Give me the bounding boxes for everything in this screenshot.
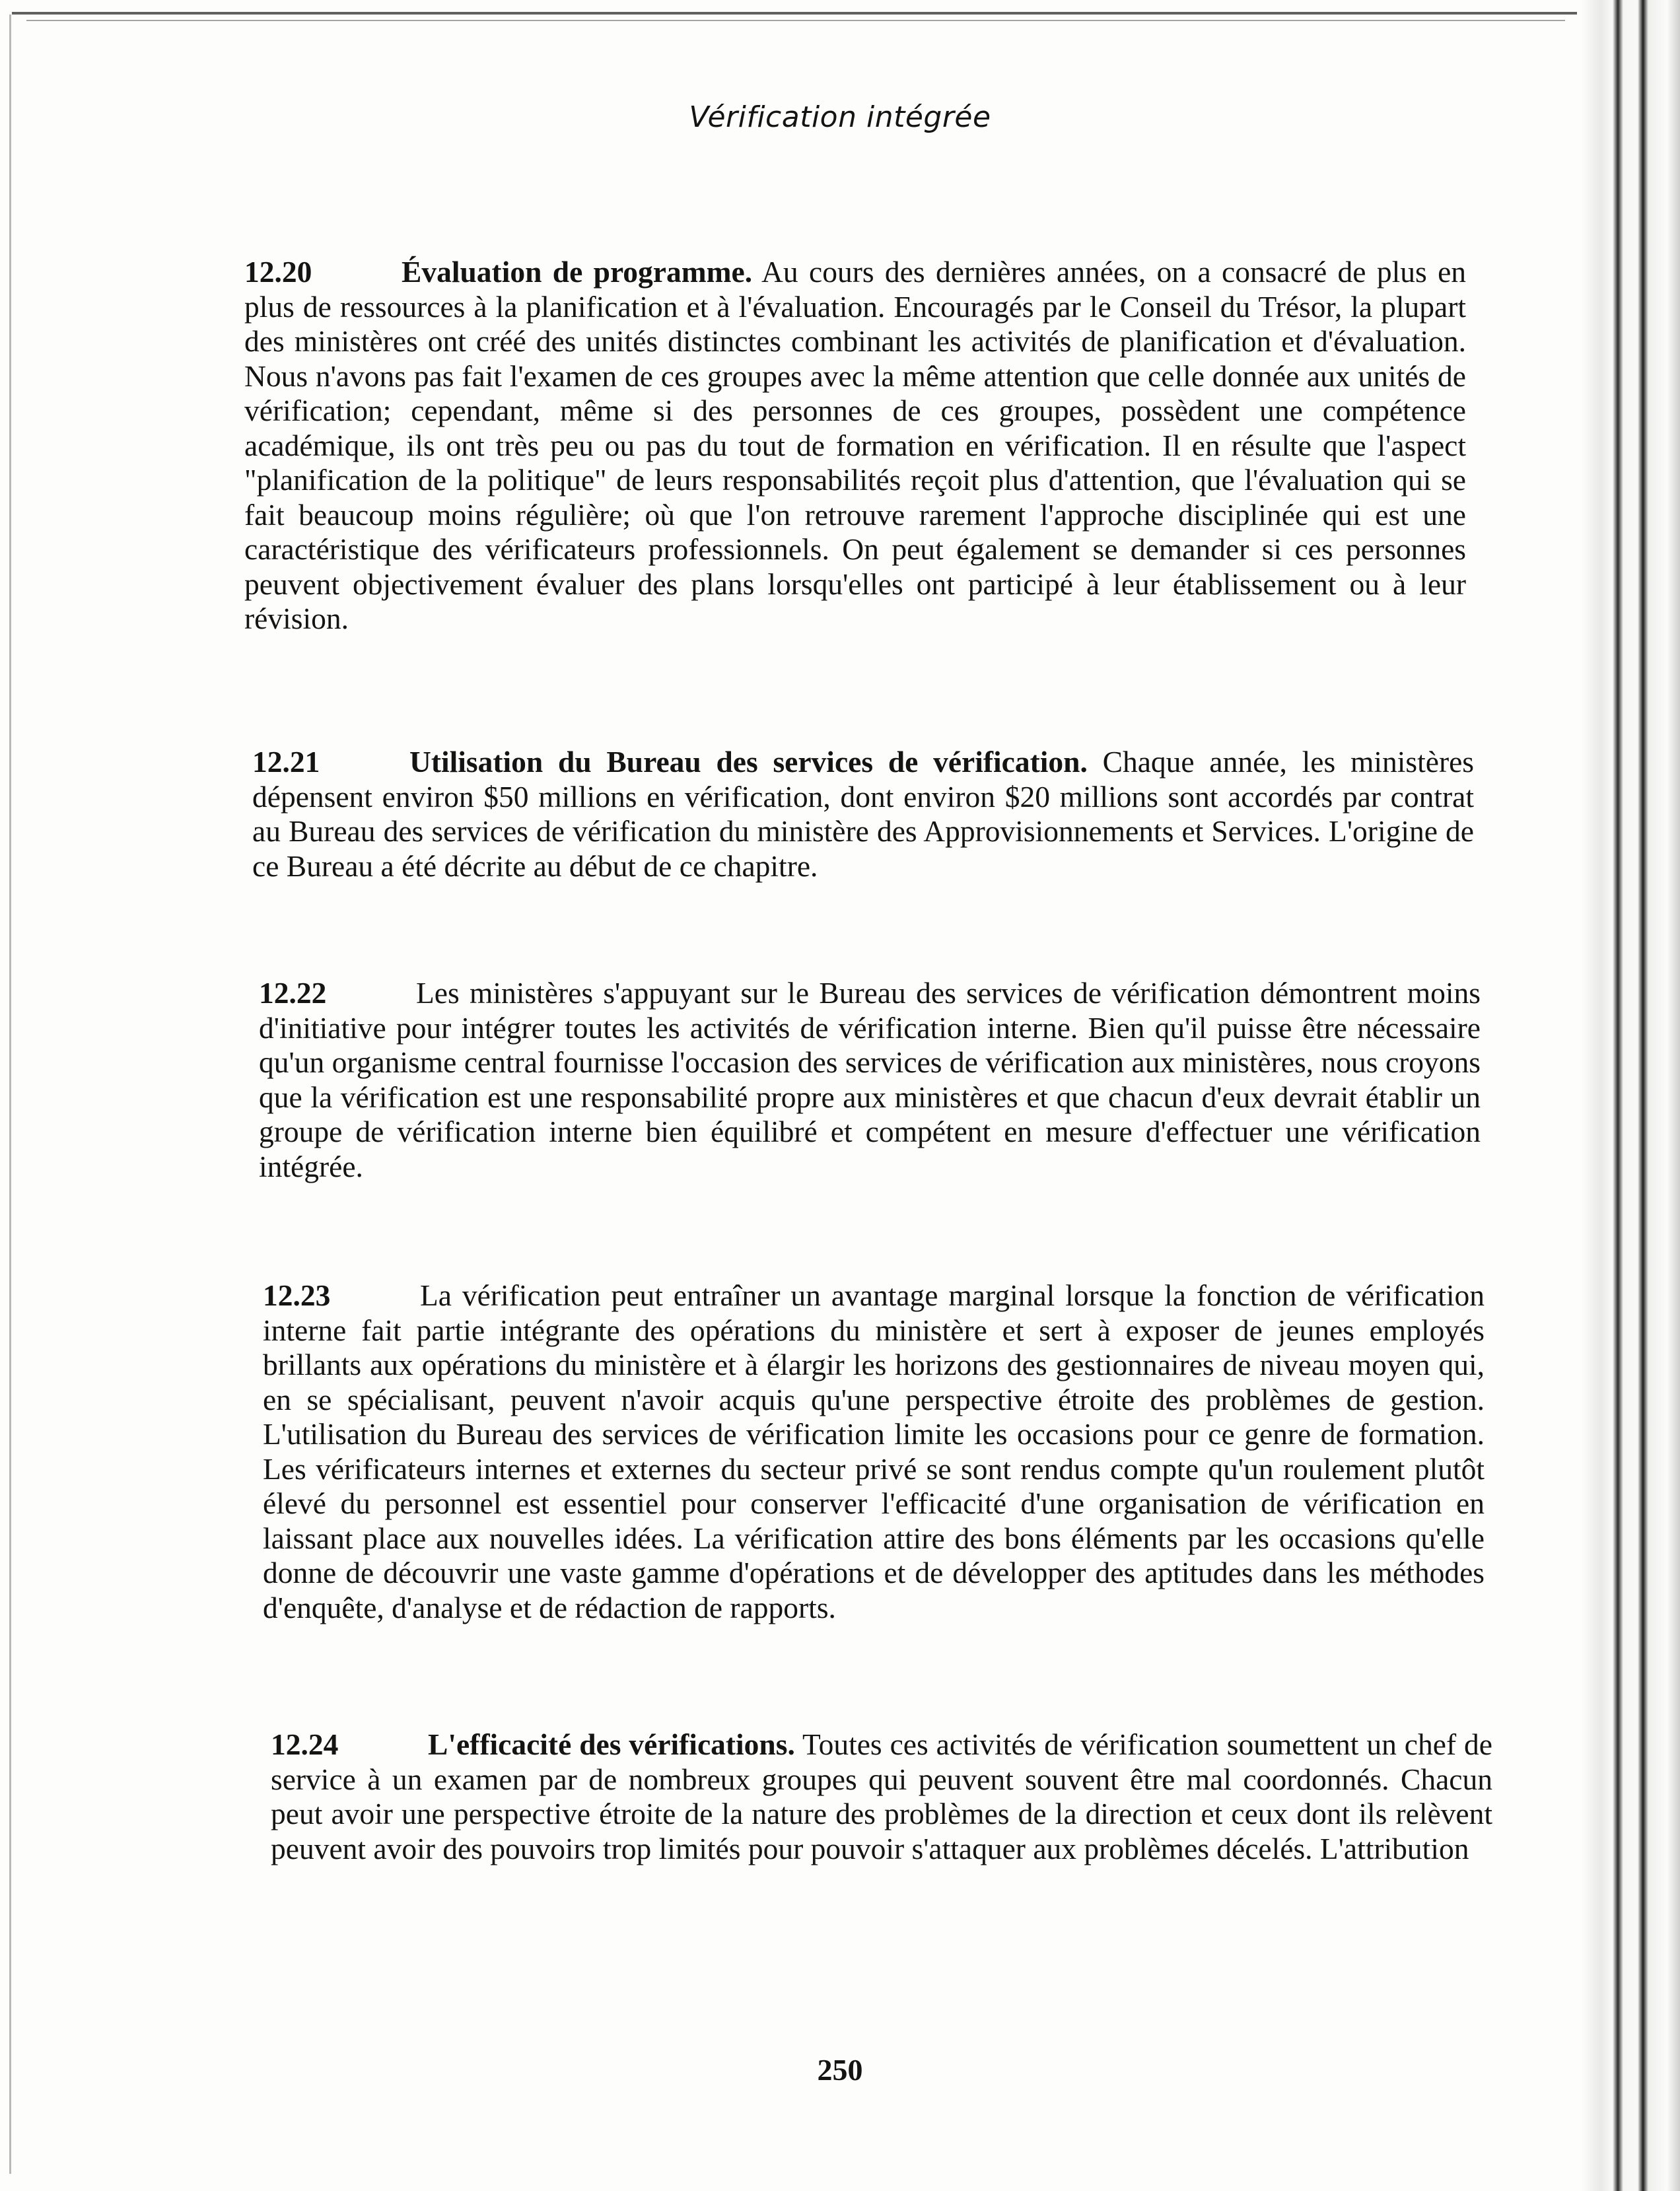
- paragraph-number: 12.21: [252, 745, 320, 779]
- paragraph-12-21: [252, 745, 1474, 884]
- paragraph-text: Les ministères s'appuyant sur le Bureau des services de vérification démontrent moins d'initiative pour intégrer toutes les activités de vérification interne. Bien qu'il puisse être nécessaire qu'un organisme central fournisse l'occasion des services de vérification aux ministères, nous croyons que la vérification est une responsabilité propre aux ministères et que chacun d'eux devrait établir un groupe de vérification interne bien équilibré et compétent en mesure d'effectuer une vérification intégrée.: [259, 976, 1481, 1183]
- top-border-line-secondary: [26, 20, 1565, 21]
- book-binding-edge: [1581, 0, 1680, 2191]
- left-border-line: [9, 15, 11, 2174]
- paragraph-text: Toutes ces activités de vérification soumettent un chef de service à un examen par de nombreux groupes qui peuvent souvent être mal coordonnés. Chacun peut avoir une perspective étroite de la nature des problèmes de la direction et ceux dont ils relèvent peuvent avoir des pouvoirs trop limités pour pouvoir s'attaquer aux problèmes décelés. L'attribution: [271, 1727, 1492, 1865]
- paragraph-heading: Évaluation de programme.: [402, 255, 753, 289]
- paragraph-text: Au cours des dernières années, on a consacré de plus en plus de ressources à la planification et à l'évaluation. Encouragés par le Conseil du Trésor, la plupart des ministères ont créé des unités distinctes combinant les activités de planification et d'évaluation. Nous n'avons pas fait l'examen de ces groupes avec la même attention que celle donnée aux unités de vérification; cependant, même si des personnes de ces groupes, possèdent une compétence académique, ils ont très peu ou pas du tout de formation en vérification. Il en résulte que l'aspect "planification de la politique" de leurs responsabilités reçoit plus d'attention, que l'évaluation qui se fait beaucoup moins régulière; où que l'on retrouve rarement l'approche disciplinée qui est une caractéristique des vérificateurs professionnels. On peut également se demander si ces personnes peuvent objectivement évaluer des plans lorsqu'elles ont participé à leur établissement ou à leur révision.: [244, 255, 1467, 635]
- paragraph-text: La vérification peut entraîner un avantage marginal lorsque la fonction de vérification interne fait partie intégrante des opérations du ministère et sert à exposer de jeunes employés brillants aux opérations du ministère et à élargir les horizons des gestionnaires de niveau moyen qui, en se spécialisant, peuvent n'avoir acquis qu'une perspective étroite des problèmes de gestion. L'utilisation du Bureau des services de vérification limite les occasions pour ce genre de formation. Les vérificateurs internes et externes du secteur privé se sont rendus compte qu'un roulement plutôt élevé du personnel est essentiel pour conserver l'efficacité d'une organisation de vérification en laissant place aux nouvelles idées. La vérification attire des bons éléments par les occasions qu'elle donne de découvrir une vaste gamme d'opérations et de développer des aptitudes dans les méthodes d'enquête, d'analyse et de rédaction de rapports.: [263, 1278, 1485, 1624]
- paragraph-12-20: [244, 255, 1466, 637]
- paragraph-heading: Utilisation du Bureau des services de vérification.: [409, 745, 1088, 779]
- top-border-line: [12, 12, 1577, 15]
- paragraph-number: 12.20: [244, 255, 312, 289]
- page-number: 250: [817, 2053, 863, 2087]
- paragraph-heading: L'efficacité des vérifications.: [428, 1727, 795, 1761]
- paragraph-number: 12.23: [263, 1278, 331, 1312]
- paragraph-text: Chaque année, les ministères dépensent environ $50 millions en vérification, dont environ $20 millions sont accordés par contrat au Bureau des services de vérification du ministère des Approvisionnements et Services. L'origine de ce Bureau a été décrite au début de ce chapitre.: [252, 745, 1474, 883]
- paragraph-number: 12.22: [259, 976, 327, 1010]
- running-head: Vérification intégrée: [689, 100, 991, 134]
- paragraph-12-22: [259, 976, 1481, 1184]
- paragraph-12-24: [271, 1727, 1492, 1866]
- paragraph-12-23: [263, 1278, 1485, 1625]
- paragraph-number: 12.24: [271, 1727, 339, 1761]
